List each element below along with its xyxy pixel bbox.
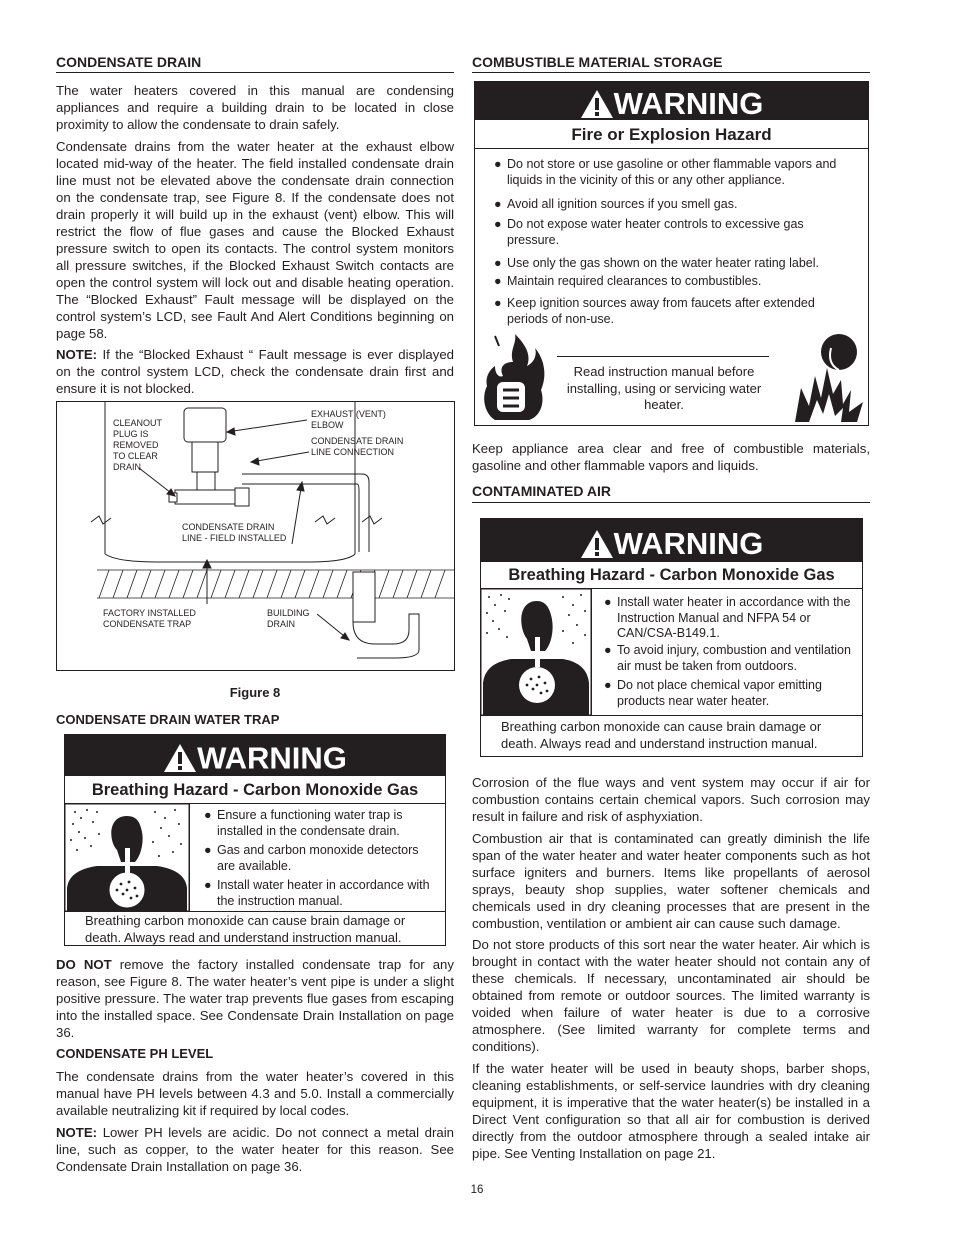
bullet-text: Do not store or use gasoline or other flammable vapors and liquids in the vicinity of this or any other appliance. bbox=[507, 157, 837, 187]
label-line: ELBOW bbox=[311, 420, 344, 430]
label-line: EXHAUST (VENT) bbox=[311, 409, 386, 419]
water-trap-warning bbox=[64, 734, 446, 946]
ph-level-p1: The condensate drains from the water heater’s covered in this manual have PH levels between 4.3 and 5.0. Install a commercially available neutralizing kit if required by local codes. bbox=[56, 1069, 454, 1118]
contaminated-air-heading: CONTAMINATED AIR bbox=[472, 483, 611, 499]
co-breathing-hazard-icon bbox=[481, 589, 591, 715]
page-number: 16 bbox=[470, 1184, 484, 1196]
bullet-text: Avoid all ignition sources if you smell gas. bbox=[507, 197, 738, 211]
contaminated-p3: Do not store products of this sort near the water heater. Air which is brought in contact with the water heater should not contain any of these chemicals. If necessary, uncontaminated air should be obtained from remote or outdoor sources. The limited warranty is voided when failure of water heater is due to a corrosive atmosphere. (See limited warranty for complete terms and conditions). bbox=[472, 937, 870, 1054]
warning-triangle-icon bbox=[580, 89, 614, 119]
hazard-title: Breathing Hazard - Carbon Monoxide Gas bbox=[508, 566, 835, 584]
bullet-item: ● Do not store or use gasoline or other flammable vapors and liquids in the vicinity of this or any other appliance. bbox=[494, 157, 837, 187]
label-line: REMOVED bbox=[113, 440, 159, 450]
warning-banner bbox=[475, 82, 868, 120]
label-line: FACTORY INSTALLED bbox=[103, 608, 196, 618]
figure-8-diagram bbox=[56, 401, 455, 671]
contaminated-p1: Corrosion of the flue ways and vent system may occur if air for combustion contains certain chemical vapors. Such corrosion may result in failure and risk of asphyxiation. bbox=[472, 775, 870, 824]
bullet-item: ● Gas and carbon monoxide detectors are available. bbox=[204, 843, 419, 873]
note-label: NOTE: bbox=[56, 347, 98, 362]
condensate-drain-heading: CONDENSATE DRAIN bbox=[56, 54, 202, 70]
label-line: LINE CONNECTION bbox=[311, 447, 395, 457]
ph-level-heading: CONDENSATE PH LEVEL bbox=[56, 1046, 214, 1061]
figure-caption: Figure 8 bbox=[229, 685, 281, 700]
bullet-item: ● Avoid all ignition sources if you smell gas. bbox=[494, 197, 738, 211]
warning-text: WARNING bbox=[197, 740, 347, 776]
warning-triangle-icon bbox=[580, 529, 614, 559]
note-label: NOTE: bbox=[56, 1125, 98, 1140]
bullet-item: ● Do not place chemical vapor emitting products near water heater. bbox=[604, 678, 822, 708]
fire-hazard-icon bbox=[479, 332, 549, 424]
warning-banner bbox=[481, 519, 862, 562]
note-text: Lower PH levels are acidic. Do not connect a metal drain line, such as copper, to the water heater for this reason. See Condensate Drain Installation on page 36. bbox=[56, 1125, 454, 1174]
building-drain-label bbox=[267, 608, 310, 630]
label-line: CLEANOUT bbox=[113, 418, 163, 428]
divider bbox=[591, 589, 592, 715]
section-rule bbox=[472, 502, 870, 503]
do-not-text: remove the factory installed condensate trap for any reason, see Figure 8. The water heater’s vent pipe is under a slight positive pressure. The water trap prevents flue gases from escaping into the installed space. See Condensate Drain Installation on page 36. bbox=[56, 957, 454, 1040]
bullet-text: Install water heater in accordance with the Instruction Manual and NFPA 54 or CAN/CSA-B149.1. bbox=[617, 595, 851, 640]
warning-text: WARNING bbox=[613, 85, 764, 121]
read-manual-text: Read instruction manual before installing, using or servicing water heater. bbox=[566, 364, 762, 412]
contaminated-air-warning bbox=[480, 518, 863, 757]
divider bbox=[65, 911, 445, 912]
drain-line-connection-label bbox=[311, 436, 403, 458]
warning-text: WARNING bbox=[613, 525, 764, 561]
label-line: PLUG IS bbox=[113, 429, 149, 439]
bullet-text: Gas and carbon monoxide detectors are available. bbox=[217, 843, 419, 873]
warning-triangle-icon bbox=[163, 743, 197, 773]
bullet-text: Install water heater in accordance with the instruction manual. bbox=[217, 878, 430, 908]
storage-heading: COMBUSTIBLE MATERIAL STORAGE bbox=[472, 54, 723, 70]
bullet-item: ● Use only the gas shown on the water heater rating label. bbox=[494, 256, 819, 270]
bullet-text: Ensure a functioning water trap is installed in the condensate drain. bbox=[217, 808, 403, 838]
bullet-item: ● Install water heater in accordance with the instruction manual. bbox=[204, 878, 430, 908]
do-not-label: DO NOT bbox=[56, 957, 112, 972]
factory-trap-label bbox=[103, 608, 196, 630]
bullet-item: ● Maintain required clearances to combustibles. bbox=[494, 274, 762, 288]
divider bbox=[189, 804, 190, 912]
bullet-item: ● To avoid injury, combustion and ventilation air must be taken from outdoors. bbox=[604, 643, 851, 673]
water-trap-heading: CONDENSATE DRAIN WATER TRAP bbox=[56, 712, 280, 727]
bullet-item: ● Ensure a functioning water trap is installed in the condensate drain. bbox=[204, 808, 403, 838]
note-text: If the “Blocked Exhaust “ Fault message is ever displayed on the control system LCD, check the condensate drain first and ensure it is not blocked. bbox=[56, 347, 454, 396]
warning-banner bbox=[65, 735, 445, 776]
bullet-text: Do not expose water heater controls to excessive gas pressure. bbox=[507, 217, 804, 247]
condensate-drain-note bbox=[56, 346, 454, 397]
label-line: DRAIN bbox=[267, 619, 296, 629]
label-line: BUILDING bbox=[267, 608, 310, 618]
bullet-text: To avoid injury, combustion and ventilation air must be taken from outdoors. bbox=[617, 643, 851, 673]
ph-level-note bbox=[56, 1124, 454, 1175]
keep-area-clear-text: Keep appliance area clear and free of combustible materials, gasoline and other flammable vapors and liquids. bbox=[472, 441, 870, 473]
explosion-hazard-icon bbox=[791, 328, 867, 424]
contaminated-p2: Combustion air that is contaminated can greatly diminish the life span of the water heater and water heater components such as hot surface igniters and burners. Items like propellants of aerosol sprays, beauty shop supplies, water softener chemicals and chemicals used in dry cleaning processes that are present in the combustion, ventilation or ambient air can cause such damage. bbox=[472, 831, 870, 931]
bullet-text: Maintain required clearances to combustibles. bbox=[507, 274, 762, 288]
field-installed-line-label bbox=[182, 522, 286, 544]
fire-explosion-warning bbox=[474, 81, 869, 426]
section-rule bbox=[56, 72, 454, 73]
divider bbox=[475, 148, 868, 149]
hazard-title: Fire or Explosion Hazard bbox=[571, 125, 772, 144]
label-line: DRAIN bbox=[113, 462, 142, 472]
divider bbox=[481, 715, 862, 716]
label-line: TO CLEAR bbox=[113, 451, 158, 461]
label-line: LINE - FIELD INSTALLED bbox=[182, 533, 287, 543]
hazard-title: Breathing Hazard - Carbon Monoxide Gas bbox=[91, 781, 419, 799]
co-breathing-hazard-icon bbox=[65, 804, 189, 911]
cleanout-plug-label bbox=[113, 418, 162, 473]
do-not-remove-paragraph bbox=[56, 956, 454, 1041]
section-rule bbox=[472, 72, 870, 73]
label-line: CONDENSATE TRAP bbox=[103, 619, 192, 629]
contaminated-p4: If the water heater will be used in beauty shops, barber shops, cleaning establishments, or self-service laundries with dry cleaning equipment, it is imperative that the water heater(s) be installed in a Direct Vent configuration so that all air for combustion is derived directly from the outdoor atmosphere through a sealed intake air pipe. See Venting Installation on page 21. bbox=[472, 1061, 870, 1161]
bullet-item: ● Install water heater in accordance with the Instruction Manual and NFPA 54 or CAN/CSA-B149.1. bbox=[604, 595, 851, 640]
bullet-text: Use only the gas shown on the water heater rating label. bbox=[507, 256, 819, 270]
condensate-drain-p2: Condensate drains from the water heater at the exhaust elbow located mid-way of the heater. The field installed condensate drain line must not be elevated above the condensate drain connection on the condensate trap, see Figure 8. If the condensate does not drain properly it will build up in the exhaust (vent) elbow. This will restrict the flow of flue gases and cause the Blocked Exhaust pressure switch to open its contacts. The control system monitors all pressure switches, if the Blocked Exhaust Switch contacts are open the control system will lock out and disable heating operation. The “Blocked Exhaust” Fault message will be displayed on the control system’s LCD, see Fault And Alert Conditions beginning on page 58. bbox=[56, 139, 454, 341]
label-line: CONDENSATE DRAIN bbox=[182, 522, 275, 532]
exhaust-elbow-label bbox=[311, 409, 386, 431]
label-line: CONDENSATE DRAIN bbox=[311, 436, 404, 446]
divider bbox=[557, 356, 769, 357]
warning-footer: Breathing carbon monoxide can cause brain damage or death. Always read and understand instruction manual. bbox=[85, 913, 406, 945]
bullet-item: ● Do not expose water heater controls to excessive gas pressure. bbox=[494, 217, 804, 247]
condensate-drain-p1: The water heaters covered in this manual are condensing appliances and require a building drain to be located in close proximity to allow the condensate to drain safely. bbox=[56, 83, 454, 132]
bullet-text: Do not place chemical vapor emitting products near water heater. bbox=[617, 678, 822, 708]
bullet-text: Keep ignition sources away from faucets after extended periods of non-use. bbox=[507, 296, 815, 326]
bullet-item: ● Keep ignition sources away from faucets after extended periods of non-use. bbox=[494, 296, 815, 326]
warning-footer: Breathing carbon monoxide can cause brain damage or death. Always read and understand instruction manual. bbox=[501, 719, 822, 751]
